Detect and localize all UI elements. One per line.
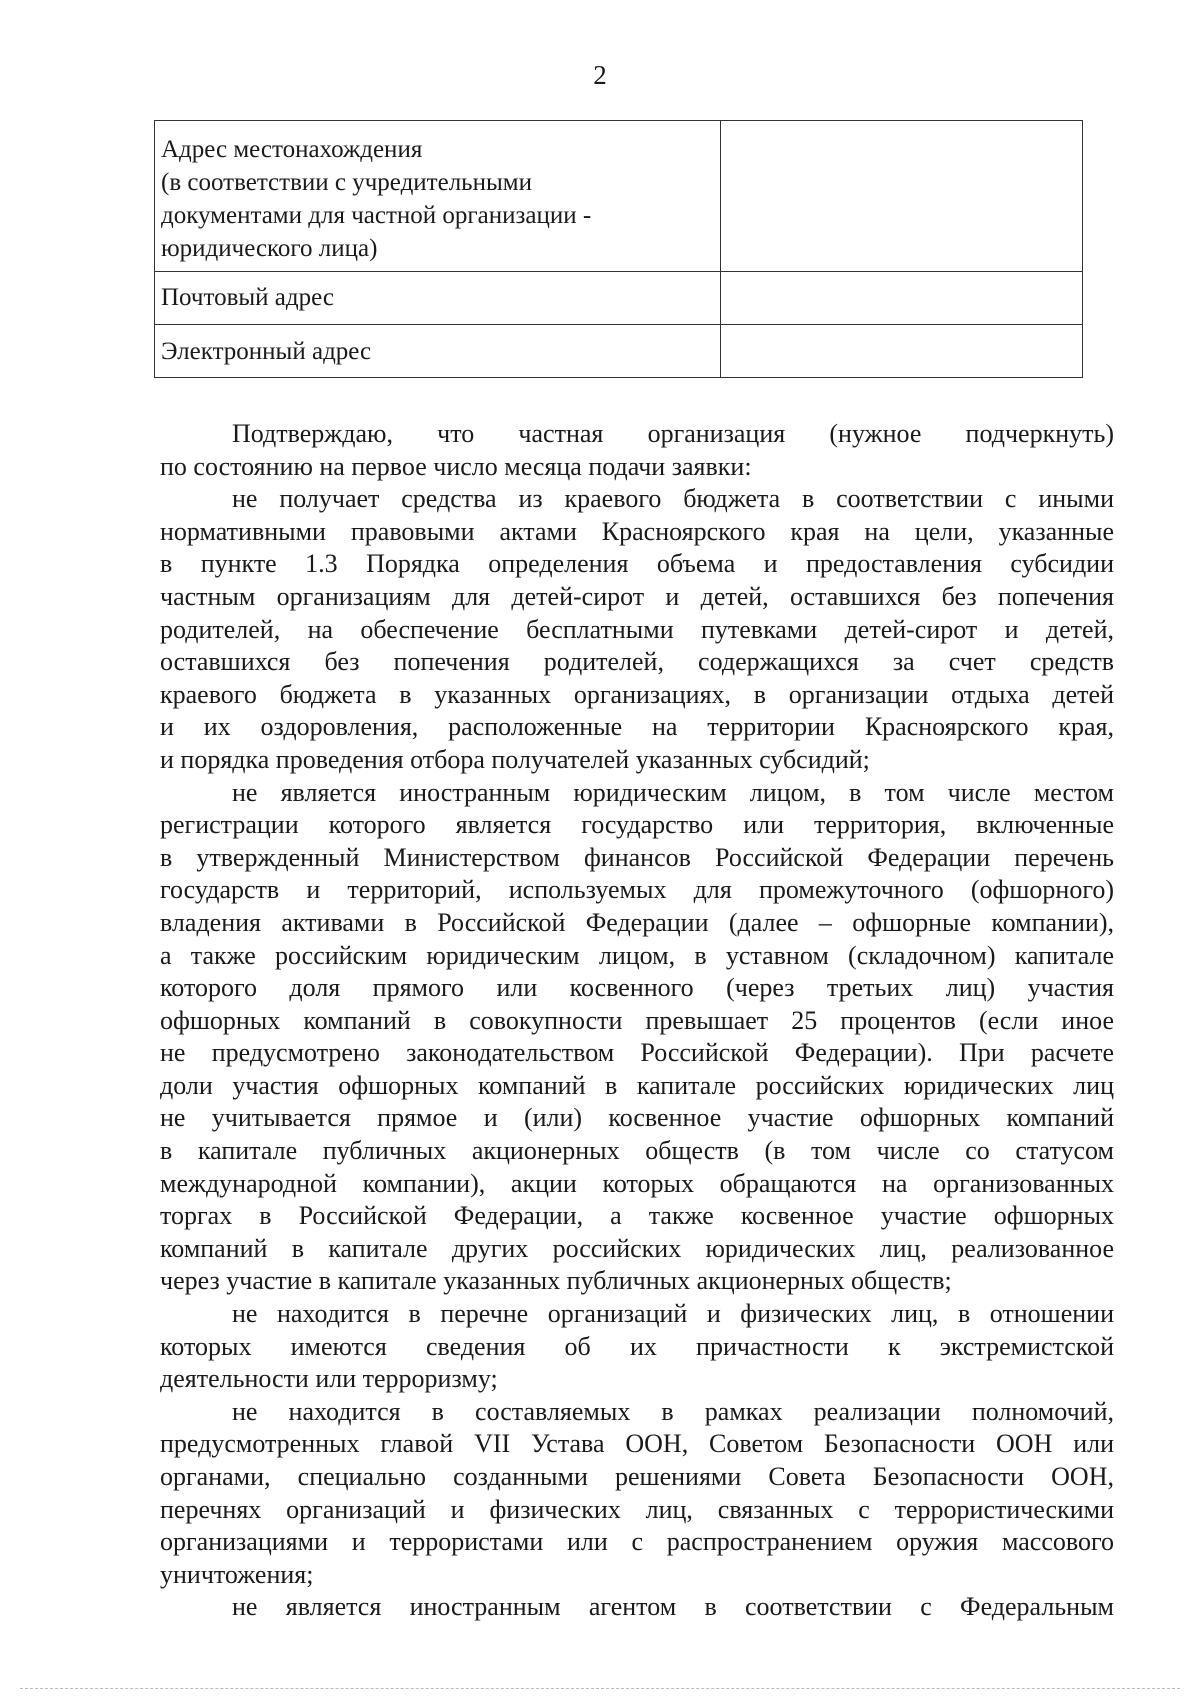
location-address-label xyxy=(155,121,721,272)
text-line: не является иностранным агентом в соответствии с Федеральным xyxy=(232,1592,1114,1622)
text-line: в пункте 1.3 Порядка определения объема и предоставления субсидии xyxy=(160,549,1114,579)
text-line: которых имеются сведения об их причастности к экстремистской xyxy=(160,1331,1114,1361)
text-line: а также российским юридическим лицом, в уставном (складочном) капитале xyxy=(160,940,1114,970)
text-line: организациями и террористами или с распространением оружия массового xyxy=(160,1527,1114,1557)
label-line: Электронный адрес xyxy=(161,338,372,365)
text-line: краевого бюджета в указанных организациях, в организации отдыха детей xyxy=(160,679,1114,709)
label-line: документами для частной организации - xyxy=(161,202,592,229)
text-line: по состоянию на первое число месяца подачи заявки: xyxy=(160,451,752,481)
text-line: частным организациям для детей-сирот и детей, оставшихся без попечения xyxy=(160,581,1114,611)
text-line: Подтверждаю, что частная организация (нужное подчеркнуть) xyxy=(232,419,1114,448)
text-line: предусмотренных главой VII Устава ООН, Советом Безопасности ООН или xyxy=(160,1429,1114,1459)
text-line: в капитале публичных акционерных обществ (в том числе со статусом xyxy=(160,1136,1114,1166)
table-row-postal-address xyxy=(155,272,1083,325)
text-line: государств и территорий, используемых для промежуточного (офшорного) xyxy=(160,875,1114,905)
text-line: органами, специально созданными решениями Совета Безопасности ООН, xyxy=(160,1462,1114,1491)
body-text xyxy=(160,418,1114,1624)
text-line: нормативными правовыми актами Красноярского края на цели, указанные xyxy=(160,516,1114,546)
text-line: компаний в капитале других российских юридических лиц, реализованное xyxy=(160,1233,1114,1263)
text-line: оставшихся без попечения родителей, содержащихся за счет средств xyxy=(160,647,1114,677)
text-line: доли участия офшорных компаний в капитале российских юридических лиц xyxy=(160,1070,1114,1100)
text-line: деятельности или терроризму; xyxy=(160,1364,498,1394)
text-line: и порядка проведения отбора получателей указанных субсидий; xyxy=(160,744,870,774)
scan-edge-divider xyxy=(20,1688,1180,1689)
table-row-email-address xyxy=(155,325,1083,378)
text-line: не получает средства из краевого бюджета в соответствии с иными xyxy=(232,484,1114,514)
text-line: международной компании), акции которых обращаются на организованных xyxy=(160,1168,1114,1198)
organization-info-table xyxy=(154,120,1083,378)
text-line: не является иностранным юридическим лицом, в том числе местом xyxy=(232,777,1114,807)
text-line: регистрации которого является государство или территория, включенные xyxy=(160,810,1114,840)
email-address-value xyxy=(721,325,1083,378)
text-line: не учитывается прямое и (или) косвенное участие офшорных компаний xyxy=(160,1103,1114,1133)
email-address-label xyxy=(155,325,721,378)
postal-address-label xyxy=(155,272,721,325)
table-row-location-address xyxy=(155,121,1083,272)
text-line: перечнях организаций и физических лиц, связанных с террористическими xyxy=(160,1494,1114,1524)
postal-address-value xyxy=(721,272,1083,325)
label-line: юридического лица) xyxy=(161,235,378,262)
text-line: родителей, на обеспечение бесплатными путевками детей-сирот и детей, xyxy=(160,614,1114,644)
text-line: торгах в Российской Федерации, а также косвенное участие офшорных xyxy=(160,1201,1114,1231)
page-number: 2 xyxy=(593,60,607,90)
text-line: через участие в капитале указанных публичных акционерных обществ; xyxy=(160,1266,952,1296)
text-line: и их оздоровления, расположенные на территории Красноярского края, xyxy=(160,712,1114,742)
label-line: Почтовый адрес xyxy=(161,284,334,311)
text-line: не предусмотрено законодательством Российской Федерации). При расчете xyxy=(160,1038,1114,1068)
location-address-value xyxy=(721,121,1083,272)
text-line: офшорных компаний в совокупности превышает 25 процентов (если иное xyxy=(160,1005,1114,1035)
label-line: Адрес местонахождения xyxy=(161,136,423,163)
text-line: не находится в перечне организаций и физических лиц, в отношении xyxy=(232,1299,1114,1329)
text-line: в утвержденный Министерством финансов Российской Федерации перечень xyxy=(160,842,1114,872)
text-line: которого доля прямого или косвенного (через третьих лиц) участия xyxy=(160,973,1114,1003)
text-line: уничтожения; xyxy=(160,1559,314,1589)
label-line: (в соответствии с учредительными xyxy=(161,169,532,196)
text-line: не находится в составляемых в рамках реализации полномочий, xyxy=(232,1396,1114,1426)
text-line: владения активами в Российской Федерации (далее – офшорные компании), xyxy=(160,907,1114,937)
